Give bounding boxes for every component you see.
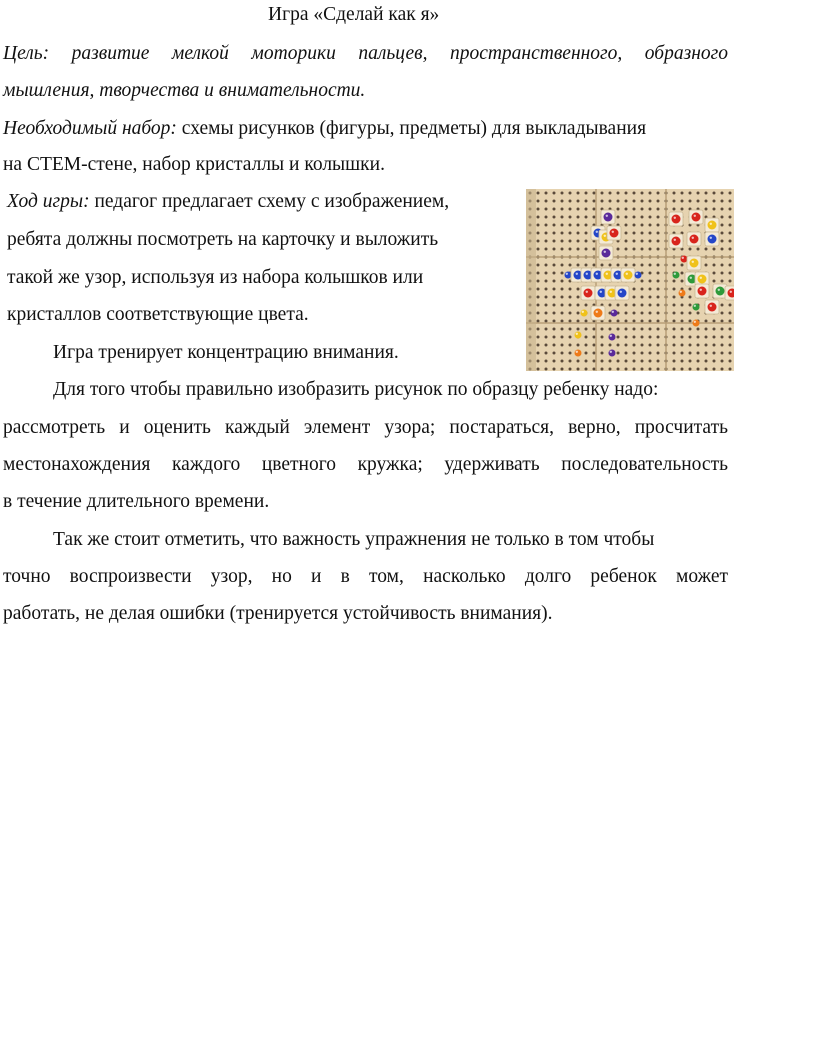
peg-highlight <box>566 273 568 275</box>
peg-red <box>610 229 619 238</box>
peg-highlight <box>576 333 578 335</box>
peg-highlight <box>586 291 588 293</box>
peg-highlight <box>620 291 622 293</box>
procedure-line-2: ребята должны посмотреть на карточку и выложить <box>7 229 439 250</box>
peg-blue <box>618 289 627 298</box>
peg-highlight <box>576 273 578 275</box>
peg-orange <box>594 309 603 318</box>
peg-highlight <box>692 261 694 263</box>
procedure-line-3: такой же узор, используя из набора колышков или <box>7 267 424 288</box>
peg-highlight <box>612 311 614 313</box>
peg-highlight <box>674 217 676 219</box>
peg-highlight <box>612 231 614 233</box>
peg-highlight <box>596 311 598 313</box>
peg-highlight <box>606 215 608 217</box>
peg-yellow <box>698 275 707 284</box>
procedure-label: Ход игры: <box>7 191 90 212</box>
peg-red <box>690 235 699 244</box>
peg-green <box>673 272 680 279</box>
peg-orange <box>693 320 700 327</box>
peg-orange <box>575 350 582 357</box>
peg-highlight <box>610 351 612 353</box>
peg-highlight <box>700 277 702 279</box>
peg-blue <box>565 272 572 279</box>
peg-highlight <box>680 291 682 293</box>
peg-purple <box>602 249 611 258</box>
paragraph-3-line-3: работать, не делая ошибки (тренируется устойчивость внимания). <box>3 603 553 624</box>
peg-highlight <box>682 257 684 259</box>
peg-highlight <box>674 239 676 241</box>
peg-red <box>672 237 681 246</box>
paragraph-attention: Игра тренирует концентрацию внимания. <box>53 342 399 363</box>
peg-highlight <box>694 305 696 307</box>
peg-highlight <box>610 335 612 337</box>
procedure-line-4: кристаллов соответствующие цвета. <box>7 304 309 325</box>
peg-red <box>692 213 701 222</box>
kit-line-2: на СТЕМ-стене, набор кристаллы и колышки. <box>3 154 385 175</box>
peg-blue <box>635 272 642 279</box>
peg-highlight <box>606 273 608 275</box>
peg-yellow <box>690 259 699 268</box>
paragraph-3-line-2: точно воспроизвести узор, но и в том, насколько долго ребенок может <box>3 566 728 587</box>
goal-line-1: Цель: развитие мелкой моторики пальцев, пространственного, образного <box>3 43 728 64</box>
paragraph-3-line-1: Так же стоит отметить, что важность упражнения не только в том чтобы <box>53 529 655 550</box>
pegboard-photo <box>526 189 734 371</box>
peg-highlight <box>626 273 628 275</box>
kit-text: схемы рисунков (фигуры, предметы) для выкладывания <box>176 118 647 139</box>
page-title: Игра «Сделай как я» <box>268 4 440 25</box>
peg-highlight <box>586 273 588 275</box>
kit-line-1 <box>3 119 646 139</box>
peg-highlight <box>596 273 598 275</box>
peg-yellow <box>581 310 588 317</box>
peg-highlight <box>576 351 578 353</box>
peg-highlight <box>610 291 612 293</box>
peg-highlight <box>690 277 692 279</box>
peg-highlight <box>730 291 732 293</box>
peg-highlight <box>674 273 676 275</box>
peg-purple <box>611 310 618 317</box>
peg-red <box>698 287 707 296</box>
peg-highlight <box>582 311 584 313</box>
peg-highlight <box>600 291 602 293</box>
peg-orange <box>679 290 686 297</box>
peg-red <box>681 256 688 263</box>
peg-yellow <box>624 271 633 280</box>
peg-highlight <box>700 289 702 291</box>
kit-label: Необходимый набор: <box>3 118 177 139</box>
paragraph-2-line-3: местонахождения каждого цветного кружка; удерживать последовательность <box>3 454 728 475</box>
peg-highlight <box>596 231 598 233</box>
goal-line-2: мышления, творчества и внимательности. <box>3 80 366 101</box>
peg-highlight <box>604 251 606 253</box>
peg-blue <box>708 235 717 244</box>
peg-purple <box>609 350 616 357</box>
peg-highlight <box>604 235 606 237</box>
peg-green <box>716 287 725 296</box>
procedure-text: педагог предлагает схему с изображением, <box>89 191 450 212</box>
peg-highlight <box>718 289 720 291</box>
peg-red <box>672 215 681 224</box>
paragraph-2-line-2: рассмотреть и оценить каждый элемент узора; постараться, верно, просчитать <box>3 417 728 438</box>
paragraph-2-line-1: Для того чтобы правильно изобразить рисунок по образцу ребенку надо: <box>53 379 659 400</box>
peg-red <box>708 303 717 312</box>
peg-highlight <box>636 273 638 275</box>
peg-highlight <box>710 237 712 239</box>
peg-highlight <box>710 305 712 307</box>
peg-purple <box>609 334 616 341</box>
board-frame <box>526 189 536 371</box>
peg-highlight <box>616 273 618 275</box>
peg-highlight <box>692 237 694 239</box>
peg-highlight <box>710 223 712 225</box>
peg-highlight <box>694 215 696 217</box>
peg-red <box>584 289 593 298</box>
procedure-line-1 <box>7 192 449 212</box>
peg-purple <box>604 213 613 222</box>
peg-green <box>693 304 700 311</box>
paragraph-2-line-4: в течение длительного времени. <box>3 491 270 512</box>
peg-yellow <box>575 332 582 339</box>
peg-yellow <box>708 221 717 230</box>
peg-highlight <box>694 321 696 323</box>
